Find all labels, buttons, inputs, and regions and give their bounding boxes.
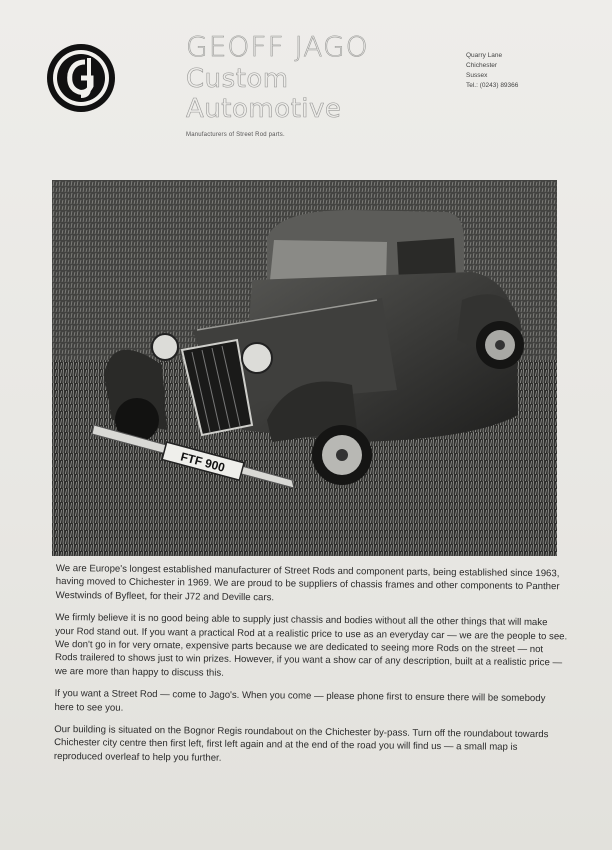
address-line: Quarry Lane bbox=[466, 52, 503, 59]
address-line: Sussex bbox=[466, 72, 488, 79]
brand-subtitle: Custom Automotive bbox=[186, 64, 342, 124]
paragraph: We are Europe's longest established manufacturer of Street Rods and component parts, being established since 1963, having moved to Chichester in 1969. We are proud to be suppliers of chassis frames and other components to Panther Westwinds of Byfleet, for their J72 and Deville cars. bbox=[55, 562, 560, 604]
paragraph: Our building is situated on the Bognor Regis roundabout on the Chichester by-pass. Turn off the roundabout towards Chichester city centre then first left, first left again and at the end of the road you will find us — a small map is reproduced overleaf to help you further. bbox=[53, 724, 549, 764]
address-line: Chichester bbox=[466, 62, 498, 69]
body-text bbox=[54, 562, 568, 778]
paragraph: We firmly believe it is no good being able to supply just chassis and bodies without all the other things that will make your Rod stand out. If you want a practical Rod at a realistic price to use as an everyday car — we are the people to see. We don't go in for very ornate, expensive parts because we are dedicated to seeing more Rods on the street — not Rods trailered to shows just to win prizes. However, if you want a show car of any description, built at a realistic price — we are more than happy to discuss this. bbox=[54, 612, 568, 679]
brand-block bbox=[186, 30, 426, 138]
brand-name: GEOFF JAGO bbox=[186, 30, 369, 63]
car-photo bbox=[52, 180, 557, 556]
paragraph: If you want a Street Rod — come to Jago's. When you come — please phone first to ensure there will be somebody here to see you. bbox=[54, 688, 546, 714]
gj-logo-icon bbox=[45, 42, 117, 114]
address-line: Tel.: (0243) 89366 bbox=[466, 82, 519, 89]
brand-tagline: Manufacturers of Street Rod parts. bbox=[186, 132, 285, 138]
address-block bbox=[466, 51, 518, 91]
number-plate: FTF 900 bbox=[179, 449, 227, 475]
